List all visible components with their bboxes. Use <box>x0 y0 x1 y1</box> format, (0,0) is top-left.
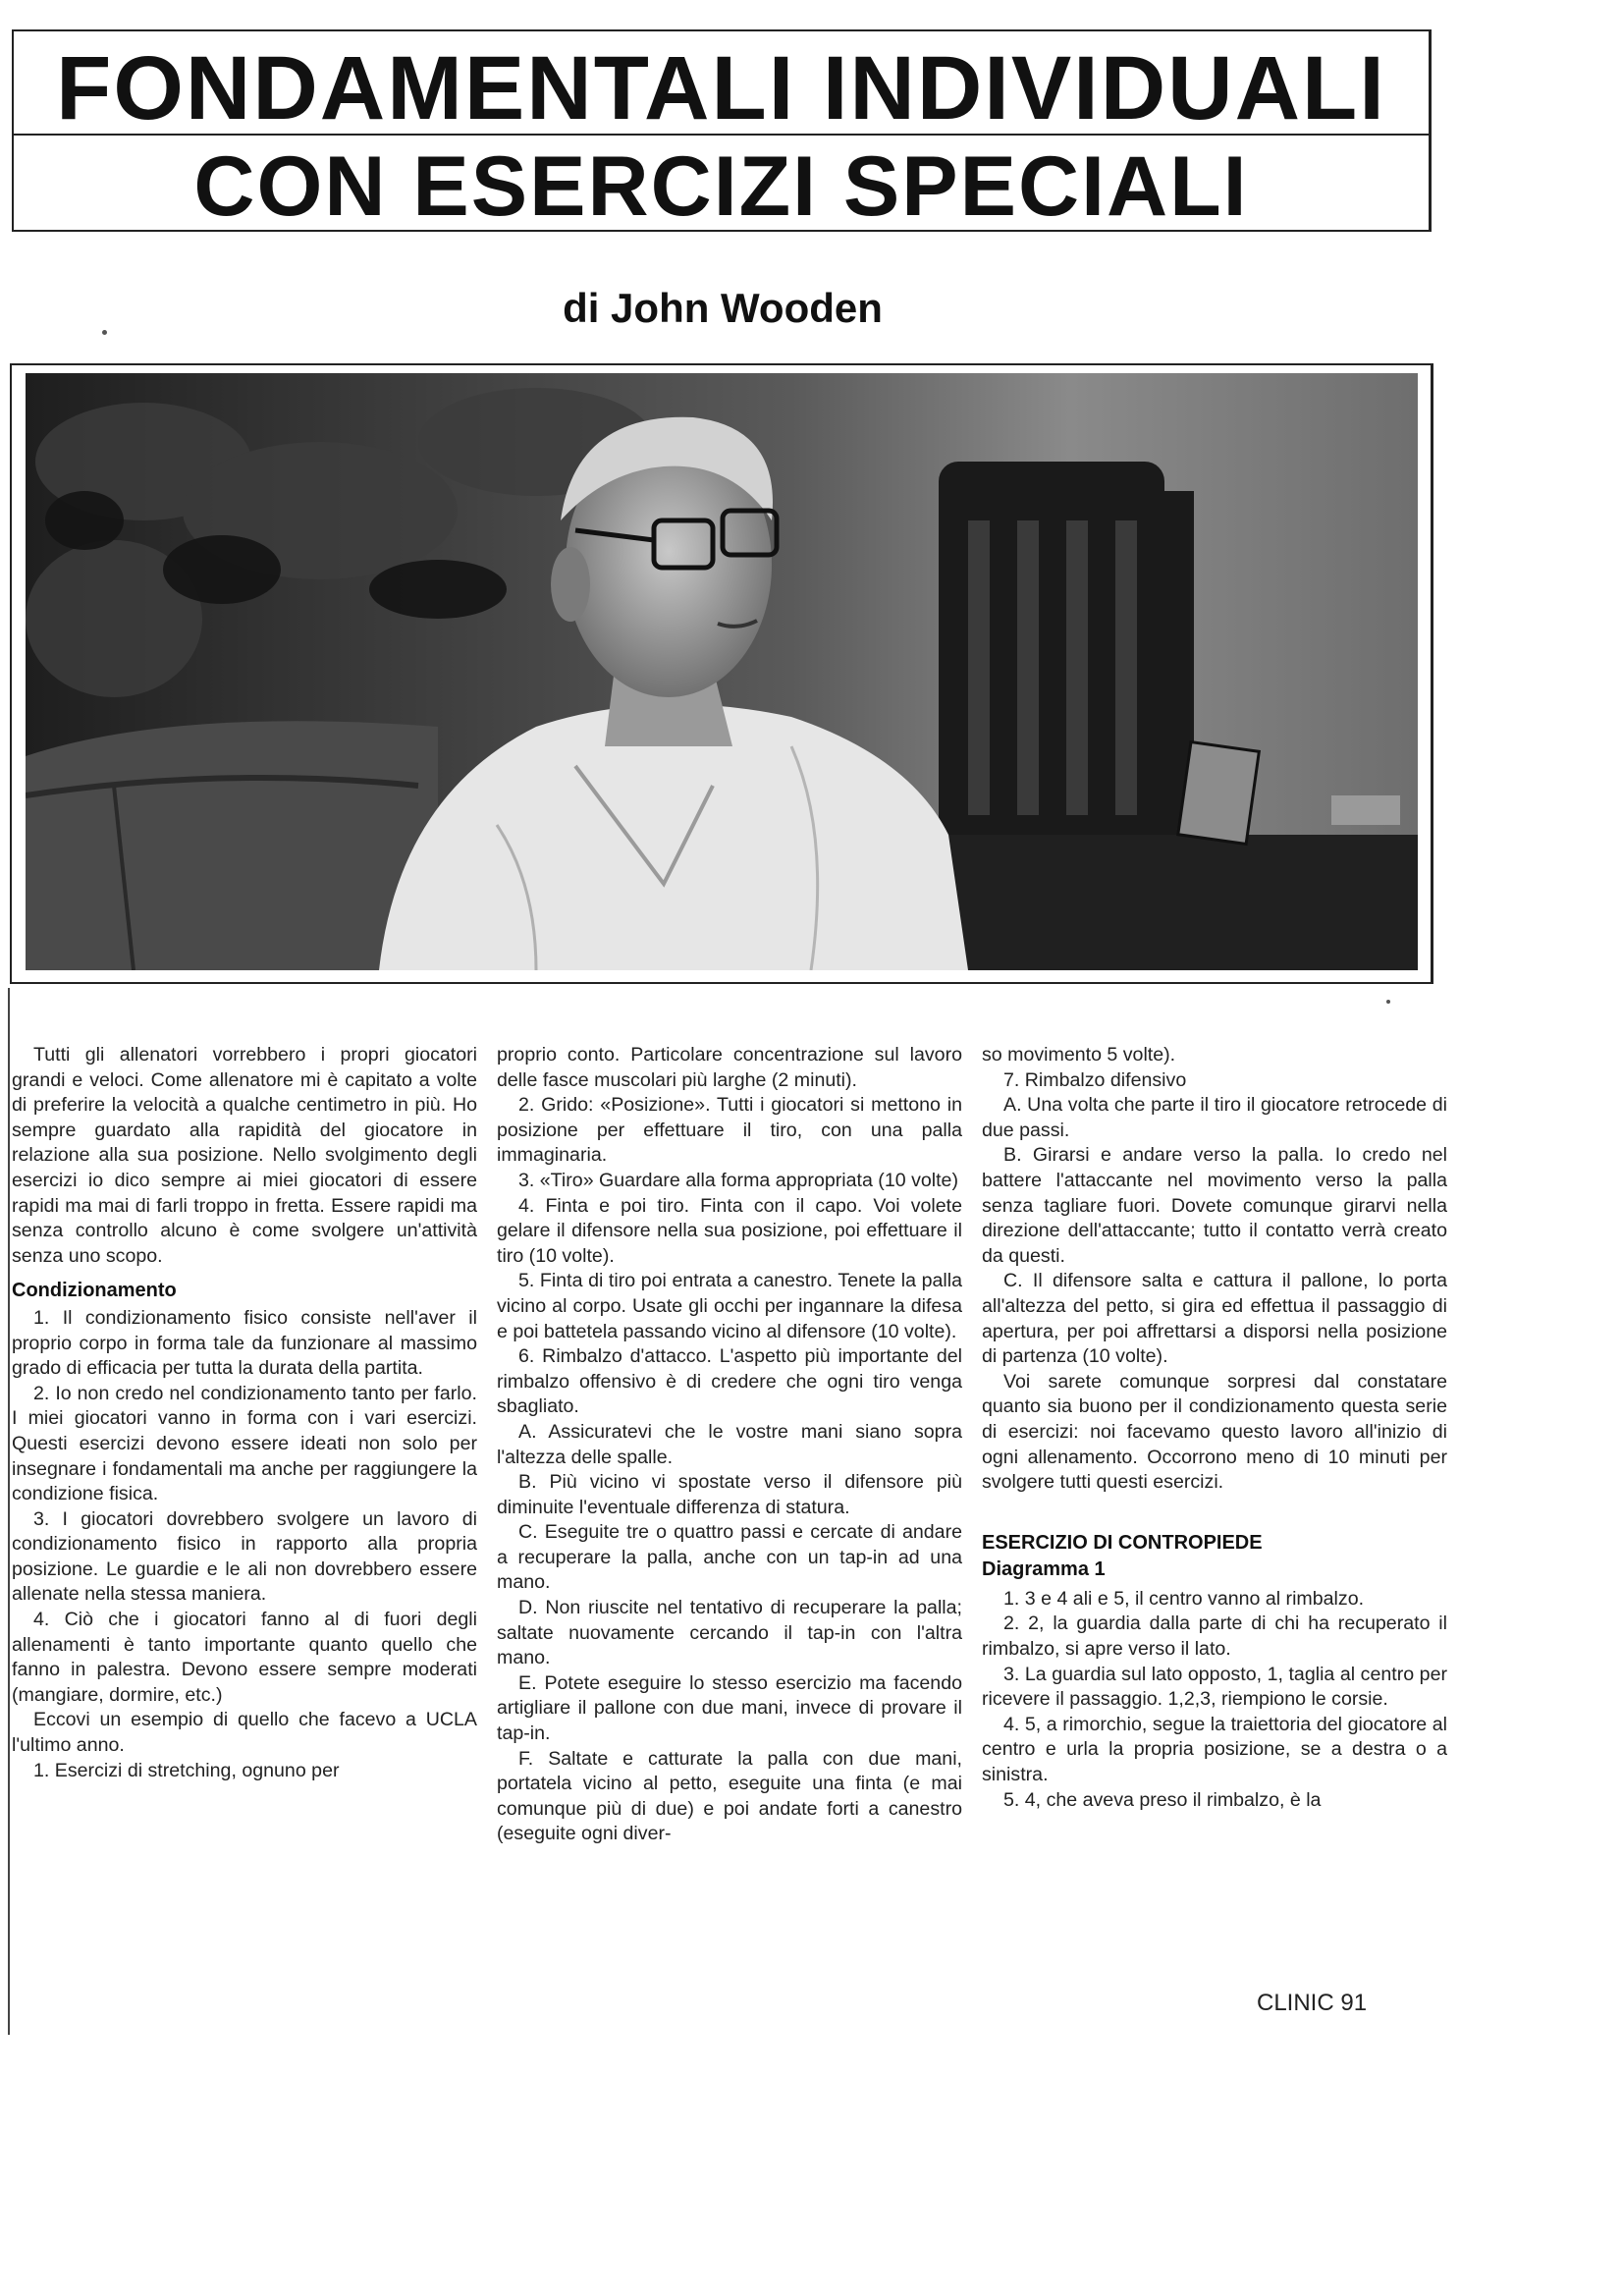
paragraph: 5. 4, che aveva preso il rimbalzo, è la <box>1003 1788 1322 1811</box>
spacer <box>982 1496 1447 1521</box>
paragraph: 3. «Tiro» Guardare alla forma appropriata (10 volte) <box>518 1169 958 1191</box>
paragraph: 2. 2, la guardia dalla parte di chi ha recuperato il rimbalzo, si apre verso il lato. <box>982 1613 1447 1661</box>
paragraph: 1. 3 e 4 ali e 5, il centro vanno al rimbalzo. <box>1003 1587 1365 1610</box>
scan-speck <box>102 330 107 335</box>
paragraph: 3. La guardia sul lato opposto, 1, taglia al centro per ricevere il passaggio. 1,2,3, riempiono le corsie. <box>982 1663 1447 1711</box>
section-heading: Condizionamento <box>12 1280 177 1302</box>
paragraph: 1. Il condizionamento fisico consiste nell'aver il proprio corpo in forma tale da funzionare al massimo grado di efficacia per tutta la durata della partita. <box>12 1306 477 1380</box>
paragraph: E. Potete eseguire lo stesso esercizio ma facendo artigliare il pallone con due mani, invece di provare il tap-in. <box>497 1671 962 1745</box>
column-1 <box>12 1043 477 1783</box>
paragraph: C. Eseguite tre o quattro passi e cercate di andare a recuperare la palla, anche con un tap-in ad una mano. <box>497 1521 962 1594</box>
paragraph: 6. Rimbalzo d'attacco. L'aspetto più importante del rimbalzo offensivo è di credere che ogni tiro venga sbagliato. <box>497 1345 962 1418</box>
article-body <box>0 1043 1453 1986</box>
title-line-1: FONDAMENTALI INDIVIDUALI <box>56 38 1386 138</box>
paragraph: 1. Esercizi di stretching, ognuno per <box>33 1759 340 1781</box>
paragraph: F. Saltate e catturate la palla con due mani, portatela vicino al petto, eseguite una finta (e mai comunque più di due) e poi andate forti a canestro (eseguite ogni diver- <box>497 1747 962 1845</box>
paragraph: Eccovi un esempio di quello che facevo a UCLA l'ultimo anno. <box>12 1709 477 1757</box>
paragraph: 2. Io non credo nel condizionamento tanto per farlo. I miei giocatori vanno in forma con i vari esercizi. Questi esercizi devono essere ideati non solo per insegnare i fondamentali ma anche per raggiungere la condizione fisica. <box>12 1382 477 1505</box>
paragraph: 5. Finta di tiro poi entrata a canestro. Tenete la palla vicino al corpo. Usate gli occhi per ingannare la difesa e poi battetela passando vicino al difensore (10 volte). <box>497 1270 962 1342</box>
title-line-2: CON ESERCIZI SPECIALI <box>193 139 1249 234</box>
photo-icon <box>26 373 1418 970</box>
paragraph: 7. Rimbalzo difensivo <box>1003 1068 1187 1091</box>
paragraph: 3. I giocatori dovrebbero svolgere un lavoro di condizionamento fisico in rapporto alla propria posizione. Le guardie e le ali non dovrebbero essere allenate nella stessa maniera. <box>12 1507 477 1606</box>
paragraph: 4. Ciò che i giocatori fanno al di fuori degli allenamenti è tanto importante quanto quello che fanno in palestra. Devono essere sempre moderati (mangiare, dormire, etc.) <box>12 1609 477 1706</box>
photo-frame <box>10 363 1433 984</box>
title-divider <box>14 134 1429 136</box>
paragraph: D. Non riuscite nel tentativo di recuperare la palla; saltate nuovamente cercando il tap-in con l'altra mano. <box>497 1597 962 1669</box>
paragraph: Tutti gli allenatori vorrebbero i propri giocatori grandi e veloci. Come allenatore mi è capitato a volte di preferire la velocità a qualche centimetro in più. Ho sempre guardato alla rapidità del giocatore in relazione alla sua posizione. Nello svolgimento degli esercizi io dico sempre ai miei giocatori di essere rapidi ma mai di farli troppo in fretta. Essere rapidi ma senza controllo alcuno è come svolgere un'attività senza uno scopo. <box>12 1044 477 1267</box>
paragraph: B. Più vicino vi spostate verso il difensore più diminuite l'eventuale differenza di statura. <box>497 1471 962 1518</box>
page-footer: CLINIC 91 <box>1257 1990 1368 2016</box>
paragraph: 4. Finta e poi tiro. Finta con il capo. Voi volete gelare il difensore nella sua posizione, poi effettuare il tiro (10 volte). <box>497 1194 962 1267</box>
column-2 <box>497 1043 962 1847</box>
paragraph: proprio conto. Particolare concentrazione sul lavoro delle fasce muscolari più larghe (2 minuti). <box>497 1044 962 1091</box>
paragraph: Voi sarete comunque sorpresi dal constatare quanto sia buono per il condizionamento questa serie di esercizi: noi facevamo questo lavoro all'inizio di ogni allenamento. Occorrono meno di 10 minuti per svolgere tutti questi esercizi. <box>982 1370 1447 1494</box>
paragraph: C. Il difensore salta e cattura il pallone, lo porta all'altezza del petto, si gira ed effettua il passaggio di apertura, per poi affrettarsi a disporsi nella posizione di partenza (10 volte). <box>982 1270 1447 1368</box>
paragraph: A. Assicuratevi che le vostre mani siano sopra l'altezza delle spalle. <box>497 1420 962 1468</box>
portrait-photo <box>26 373 1418 970</box>
section-heading: ESERCIZIO DI CONTROPIEDE <box>982 1531 1263 1554</box>
title-box <box>12 29 1432 232</box>
author-byline: di John Wooden <box>563 285 883 331</box>
scan-speck <box>1386 1000 1390 1004</box>
diagram-label: Diagramma 1 <box>982 1558 1106 1581</box>
paragraph: A. Una volta che parte il tiro il giocatore retrocede di due passi. <box>982 1094 1447 1141</box>
paragraph: B. Girarsi e andare verso la palla. Io credo nel battere l'attaccante nel movimento verso la palla senza tagliare fuori. Dovete comunque girarvi nella direzione dell'attaccante; tutto il contatto verrà creato da questi. <box>982 1144 1447 1267</box>
paragraph: so movimento 5 volte). <box>982 1044 1176 1066</box>
column-3 <box>982 1043 1447 1813</box>
paragraph: 2. Grido: «Posizione». Tutti i giocatori si mettono in posizione per effettuare il tiro, con una palla immaginaria. <box>497 1094 962 1167</box>
paragraph: 4. 5, a rimorchio, segue la traiettoria del giocatore al centro e urla la propria posizione, se a destra o a sinistra. <box>982 1713 1447 1786</box>
